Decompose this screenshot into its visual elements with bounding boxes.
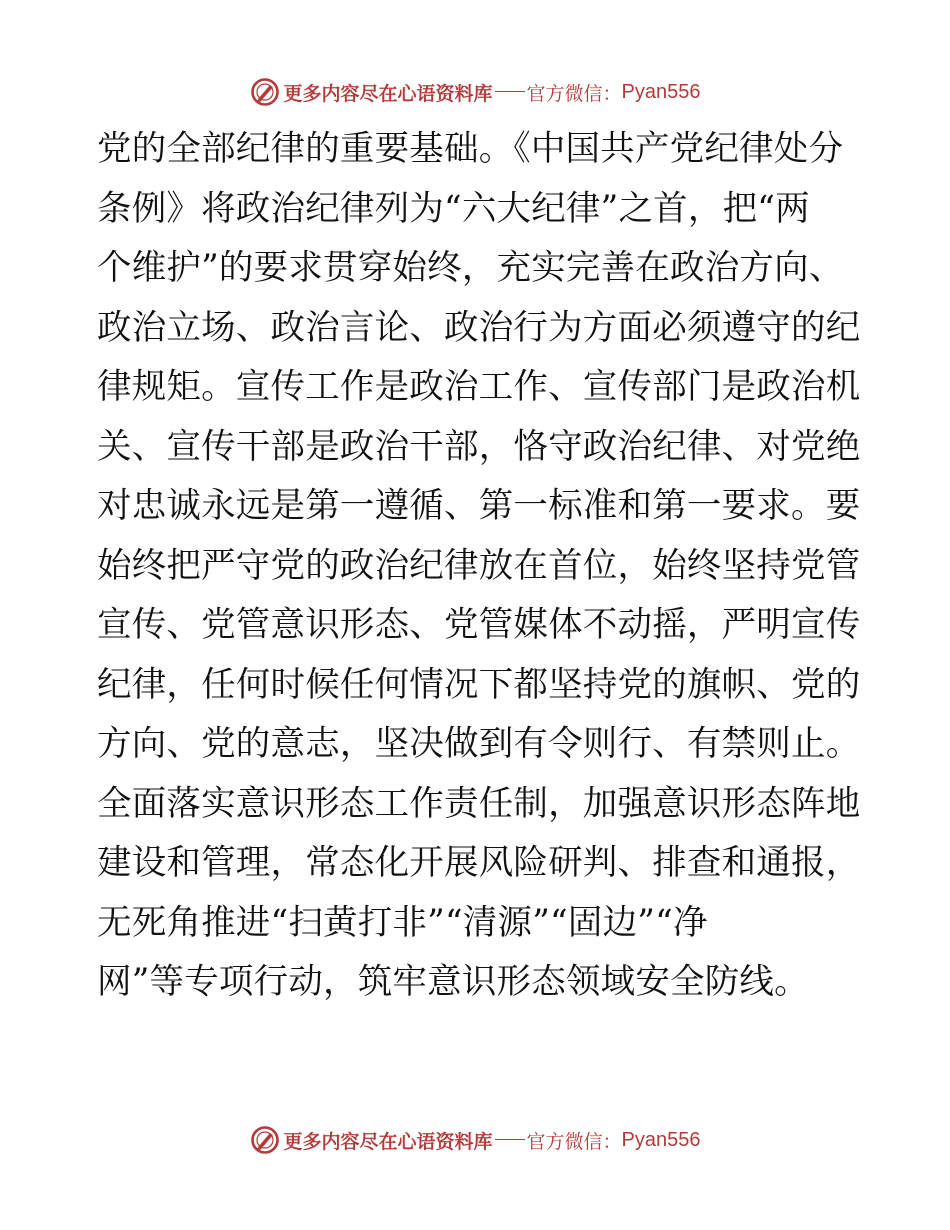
paragraph-line: 建设和管理，常态化开展风险研判、排查和通报， [97, 843, 861, 883]
banner-wechat-label: 官方微信： [526, 1130, 622, 1153]
paragraph-line: 条例》将政治纪律列为“六大纪律”之首，把“两 [97, 188, 810, 229]
paragraph-line: 始终把严守党的政治纪律放在首位，始终坚持党管 [97, 545, 861, 586]
header-banner [0, 72, 950, 112]
footer-banner [0, 1120, 950, 1160]
paragraph-line: 个维护”的要求贯穿始终，充实完善在政治方向、 [97, 248, 844, 288]
paragraph-line: 方向、党的意志，坚决做到有令则行、有禁则止。 [97, 724, 861, 764]
document-body [97, 120, 861, 1013]
paragraph-line: 律规矩。宣传工作是政治工作、宣传部门是政治机 [97, 367, 861, 407]
banner-wechat-id: Pyan556 [621, 1128, 701, 1151]
banner-wechat-id: Pyan556 [621, 80, 701, 103]
paragraph-line: 党的全部纪律的重要基础。《中国共产党纪律处分 [97, 129, 844, 169]
paragraph-line: 网”等专项行动，筑牢意识形态领域安全防线。 [97, 962, 809, 1002]
brush-logo-icon [250, 77, 280, 107]
banner-dash [495, 91, 525, 92]
paragraph-line: 宣传、党管意识形态、党管媒体不动摇，严明宣传 [97, 605, 861, 645]
paragraph-line: 纪律，任何时候任何情况下都坚持党的旗帜、党的 [97, 664, 861, 705]
banner-brand-text: 更多内容尽在心语资料库 [283, 82, 493, 105]
banner-brand-text: 更多内容尽在心语资料库 [283, 1130, 493, 1153]
banner-wechat-label: 官方微信： [526, 82, 622, 105]
paragraph-line: 关、宣传干部是政治干部，恪守政治纪律、对党绝 [97, 426, 861, 467]
brush-logo-icon [250, 1125, 280, 1155]
paragraph-line: 政治立场、政治言论、政治行为方面必须遵守的纪 [97, 307, 861, 348]
banner-dash [495, 1139, 525, 1140]
paragraph-line: 对忠诚永远是第一遵循、第一标准和第一要求。要 [97, 486, 861, 526]
paragraph-line: 无死角推进“扫黄打非”“清源”“固边”“净 [97, 902, 708, 943]
paragraph-line: 全面落实意识形态工作责任制，加强意识形态阵地 [97, 783, 861, 824]
